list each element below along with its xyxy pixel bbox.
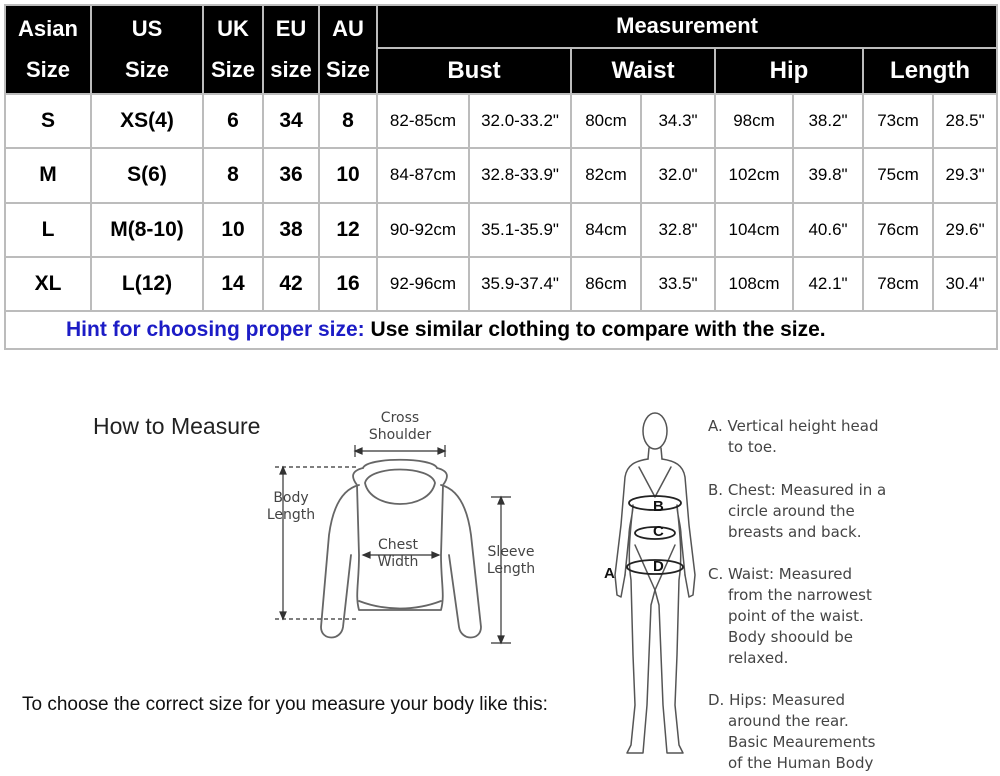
cell-waist-cm: 80cm xyxy=(571,94,641,148)
cell-asian: M xyxy=(5,148,91,202)
cell-bust-in: 35.9-37.4" xyxy=(469,257,571,311)
cell-hip-cm: 98cm xyxy=(715,94,793,148)
cell-eu: 38 xyxy=(263,203,319,257)
definition-hips: D. Hips: Measured around the rear. Basic Meaurements of the Human Body xyxy=(708,691,876,772)
table-row xyxy=(5,148,997,202)
cell-us: XS(4) xyxy=(91,94,203,148)
cell-hip-in: 39.8" xyxy=(793,148,863,202)
figure-label-a: A xyxy=(604,565,615,582)
header-au-size: AU Size xyxy=(319,5,377,94)
cell-hip-in: 40.6" xyxy=(793,203,863,257)
hint-lead: Hint for choosing proper size: xyxy=(66,318,365,341)
header-bust: Bust xyxy=(377,48,571,94)
cell-hip-cm: 102cm xyxy=(715,148,793,202)
cell-au: 12 xyxy=(319,203,377,257)
cell-waist-cm: 86cm xyxy=(571,257,641,311)
cell-bust-in: 35.1-35.9" xyxy=(469,203,571,257)
cell-length-in: 28.5" xyxy=(933,94,997,148)
sleeve-length-label: Sleeve Length xyxy=(486,544,536,577)
cross-shoulder-label: Cross Shoulder xyxy=(368,410,432,443)
cell-au: 16 xyxy=(319,257,377,311)
cell-waist-in: 34.3" xyxy=(641,94,715,148)
cell-bust-cm: 92-96cm xyxy=(377,257,469,311)
table-row xyxy=(5,94,997,148)
header-us-size: US Size xyxy=(91,5,203,94)
cell-bust-cm: 84-87cm xyxy=(377,148,469,202)
size-hint xyxy=(5,311,997,349)
header-asian-size: Asian Size xyxy=(5,5,91,94)
cell-bust-in: 32.0-33.2" xyxy=(469,94,571,148)
cell-length-cm: 76cm xyxy=(863,203,933,257)
cell-waist-cm: 82cm xyxy=(571,148,641,202)
body-figure-diagram xyxy=(595,405,705,775)
cell-au: 8 xyxy=(319,94,377,148)
cell-length-in: 30.4" xyxy=(933,257,997,311)
cell-waist-in: 32.0" xyxy=(641,148,715,202)
cell-uk: 10 xyxy=(203,203,263,257)
how-to-measure-title: How to Measure xyxy=(93,413,261,439)
body-length-label: Body Length xyxy=(266,490,316,523)
cell-hip-cm: 108cm xyxy=(715,257,793,311)
figure-label-c: C xyxy=(653,523,664,540)
cell-us: M(8-10) xyxy=(91,203,203,257)
header-hip: Hip xyxy=(715,48,863,94)
chest-width-label: Chest Width xyxy=(377,537,419,570)
cell-hip-in: 38.2" xyxy=(793,94,863,148)
cell-bust-in: 32.8-33.9" xyxy=(469,148,571,202)
cell-hip-cm: 104cm xyxy=(715,203,793,257)
cell-au: 10 xyxy=(319,148,377,202)
cell-waist-in: 32.8" xyxy=(641,203,715,257)
cell-eu: 36 xyxy=(263,148,319,202)
cell-asian: XL xyxy=(5,257,91,311)
choose-size-instruction: To choose the correct size for you measure your body like this: xyxy=(22,694,548,715)
cell-hip-in: 42.1" xyxy=(793,257,863,311)
definition-chest: B. Chest: Measured in a circle around the breasts and back. xyxy=(708,481,887,541)
cell-uk: 14 xyxy=(203,257,263,311)
cell-length-cm: 73cm xyxy=(863,94,933,148)
table-row xyxy=(5,203,997,257)
table-row xyxy=(5,257,997,311)
cell-waist-in: 33.5" xyxy=(641,257,715,311)
cell-uk: 8 xyxy=(203,148,263,202)
figure-label-b: B xyxy=(653,498,664,515)
cell-asian: L xyxy=(5,203,91,257)
cell-length-in: 29.3" xyxy=(933,148,997,202)
header-length: Length xyxy=(863,48,997,94)
header-measurement: Measurement xyxy=(377,5,997,48)
size-chart-table xyxy=(4,4,998,350)
header-uk-size: UK Size xyxy=(203,5,263,94)
cell-us: S(6) xyxy=(91,148,203,202)
cell-length-cm: 78cm xyxy=(863,257,933,311)
header-eu-size: EU size xyxy=(263,5,319,94)
header-waist: Waist xyxy=(571,48,715,94)
definition-height: A. Vertical height head to toe. xyxy=(708,417,879,456)
cell-waist-cm: 84cm xyxy=(571,203,641,257)
hint-text: Use similar clothing to compare with the size. xyxy=(364,318,826,341)
cell-eu: 42 xyxy=(263,257,319,311)
cell-eu: 34 xyxy=(263,94,319,148)
cell-bust-cm: 90-92cm xyxy=(377,203,469,257)
cell-length-cm: 75cm xyxy=(863,148,933,202)
definition-waist: C. Waist: Measured from the narrowest point of the waist. Body shoould be relaxed. xyxy=(708,565,872,667)
figure-label-d: D xyxy=(653,558,664,575)
cell-uk: 6 xyxy=(203,94,263,148)
cell-length-in: 29.6" xyxy=(933,203,997,257)
cell-us: L(12) xyxy=(91,257,203,311)
cell-bust-cm: 82-85cm xyxy=(377,94,469,148)
cell-asian: S xyxy=(5,94,91,148)
